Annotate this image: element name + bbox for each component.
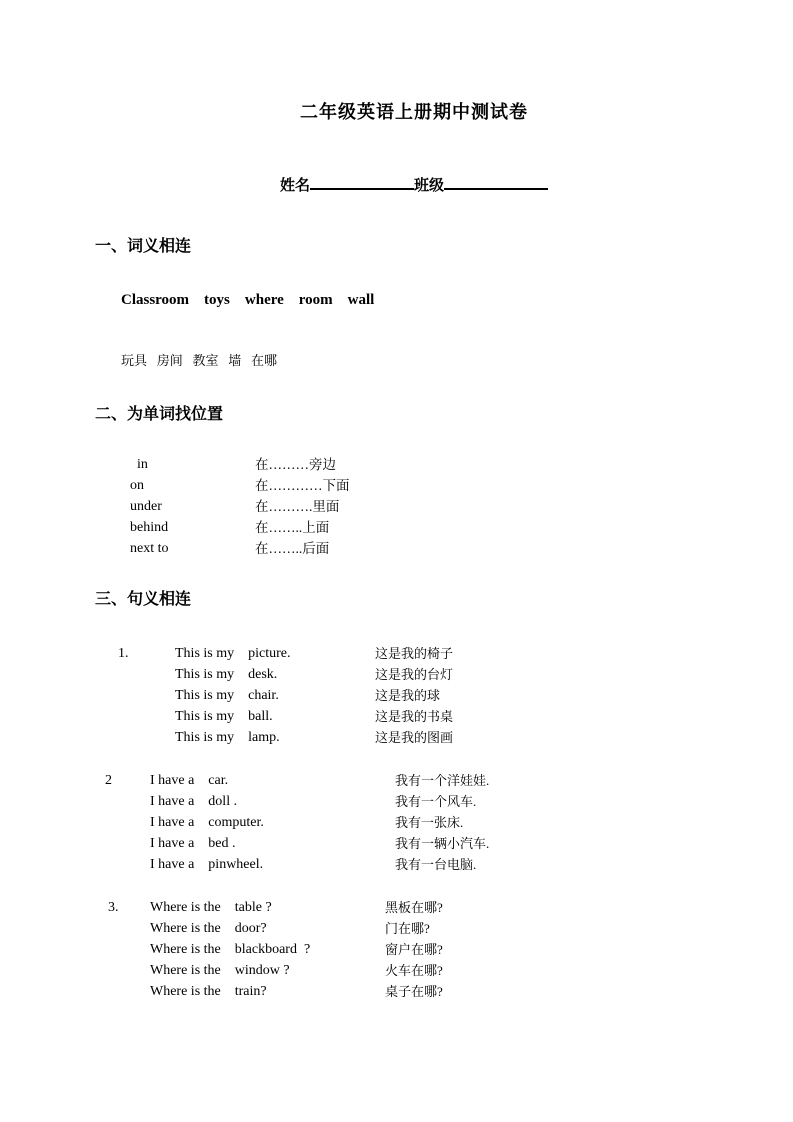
chinese-translation: 我有一张床.	[395, 815, 464, 830]
english-sentence: I have a pinwheel.	[150, 857, 264, 872]
section1-heading: 一、词义相连	[95, 238, 192, 255]
sentence-group-3	[95, 897, 733, 1002]
group-number	[95, 918, 150, 939]
preposition-word: in	[130, 457, 148, 472]
group-number	[95, 833, 150, 854]
english-sentence: This is my chair.	[175, 688, 279, 703]
group-number	[95, 981, 150, 1002]
english-sentence: I have a computer.	[150, 815, 264, 830]
match-row	[130, 475, 733, 496]
sentence-row	[95, 918, 733, 939]
english-sentence: Where is the window ?	[150, 963, 290, 978]
chinese-translation: 这是我的书桌	[375, 709, 454, 724]
preposition-meaning: 在……..上面	[255, 520, 330, 535]
english-sentence: Where is the blackboard ?	[150, 942, 311, 957]
match-row	[130, 454, 733, 475]
group-number	[95, 664, 175, 685]
preposition-word: on	[130, 478, 144, 493]
page-title: 二年级英语上册期中测试卷	[300, 102, 528, 122]
preposition-meaning: 在…………下面	[255, 478, 350, 493]
sentence-row	[95, 706, 733, 727]
chinese-translation: 我有一辆小汽车.	[395, 836, 490, 851]
english-sentence: Where is the train?	[150, 984, 267, 999]
chinese-translation: 窗户在哪?	[385, 942, 443, 957]
chinese-translation: 我有一台电脑.	[395, 857, 477, 872]
section1-english-words: Classroom toys where room wall	[121, 292, 375, 308]
chinese-translation: 这是我的椅子	[375, 646, 454, 661]
sentence-row	[95, 727, 733, 748]
english-sentence: This is my picture.	[175, 646, 291, 661]
sentence-row	[95, 981, 733, 1002]
preposition-word: next to	[130, 541, 169, 556]
name-label: 姓名	[279, 178, 310, 194]
sentence-row	[95, 854, 733, 875]
group-number: 1.	[118, 646, 129, 661]
english-sentence: Where is the door?	[150, 921, 267, 936]
english-sentence: This is my desk.	[175, 667, 278, 682]
section2-heading: 二、为单词找位置	[95, 406, 224, 423]
chinese-translation: 这是我的台灯	[375, 667, 454, 682]
preposition-meaning: 在……….里面	[255, 499, 340, 514]
section1-chinese-words: 玩具 房间 教室 墙 在哪	[121, 353, 278, 368]
sentence-row	[95, 833, 733, 854]
sentence-row	[95, 770, 733, 791]
group-number	[95, 939, 150, 960]
group-number	[95, 960, 150, 981]
english-sentence: I have a bed .	[150, 836, 236, 851]
sentence-group-1	[95, 643, 733, 748]
english-sentence: I have a car.	[150, 773, 229, 788]
english-sentence: I have a doll .	[150, 794, 238, 809]
group-number	[95, 727, 175, 748]
sentence-row	[95, 897, 733, 918]
section3-heading: 三、句义相连	[95, 591, 192, 608]
preposition-meaning: 在………旁边	[255, 457, 336, 472]
english-sentence: This is my lamp.	[175, 730, 280, 745]
preposition-word: behind	[130, 520, 169, 535]
match-row	[130, 538, 733, 559]
class-blank	[444, 176, 548, 190]
preposition-word: under	[130, 499, 162, 514]
match-row	[130, 517, 733, 538]
preposition-meaning: 在……..后面	[255, 541, 330, 556]
chinese-translation: 我有一个洋娃娃.	[395, 773, 490, 788]
sentence-group-2	[95, 770, 733, 875]
group-number	[95, 791, 150, 812]
name-blank	[310, 176, 414, 190]
chinese-translation: 桌子在哪?	[385, 984, 443, 999]
chinese-translation: 这是我的图画	[375, 730, 454, 745]
chinese-translation: 这是我的球	[375, 688, 441, 703]
name-class-line	[95, 176, 733, 196]
group-number: 2	[105, 773, 112, 788]
chinese-translation: 门在哪?	[385, 921, 430, 936]
group-number	[95, 812, 150, 833]
group-number	[95, 706, 175, 727]
sentence-row	[95, 643, 733, 664]
english-sentence: This is my ball.	[175, 709, 273, 724]
section2-match-list	[130, 454, 733, 559]
class-label: 班级	[414, 178, 445, 194]
sentence-row	[95, 960, 733, 981]
sentence-row	[95, 812, 733, 833]
sentence-row	[95, 939, 733, 960]
sentence-row	[95, 791, 733, 812]
chinese-translation: 黑板在哪?	[385, 900, 443, 915]
sentence-row	[95, 685, 733, 706]
chinese-translation: 我有一个风车.	[395, 794, 477, 809]
sentence-row	[95, 664, 733, 685]
group-number	[95, 685, 175, 706]
match-row	[130, 496, 733, 517]
group-number: 3.	[108, 900, 119, 915]
chinese-translation: 火车在哪?	[385, 963, 443, 978]
group-number	[95, 854, 150, 875]
english-sentence: Where is the table ?	[150, 900, 272, 915]
